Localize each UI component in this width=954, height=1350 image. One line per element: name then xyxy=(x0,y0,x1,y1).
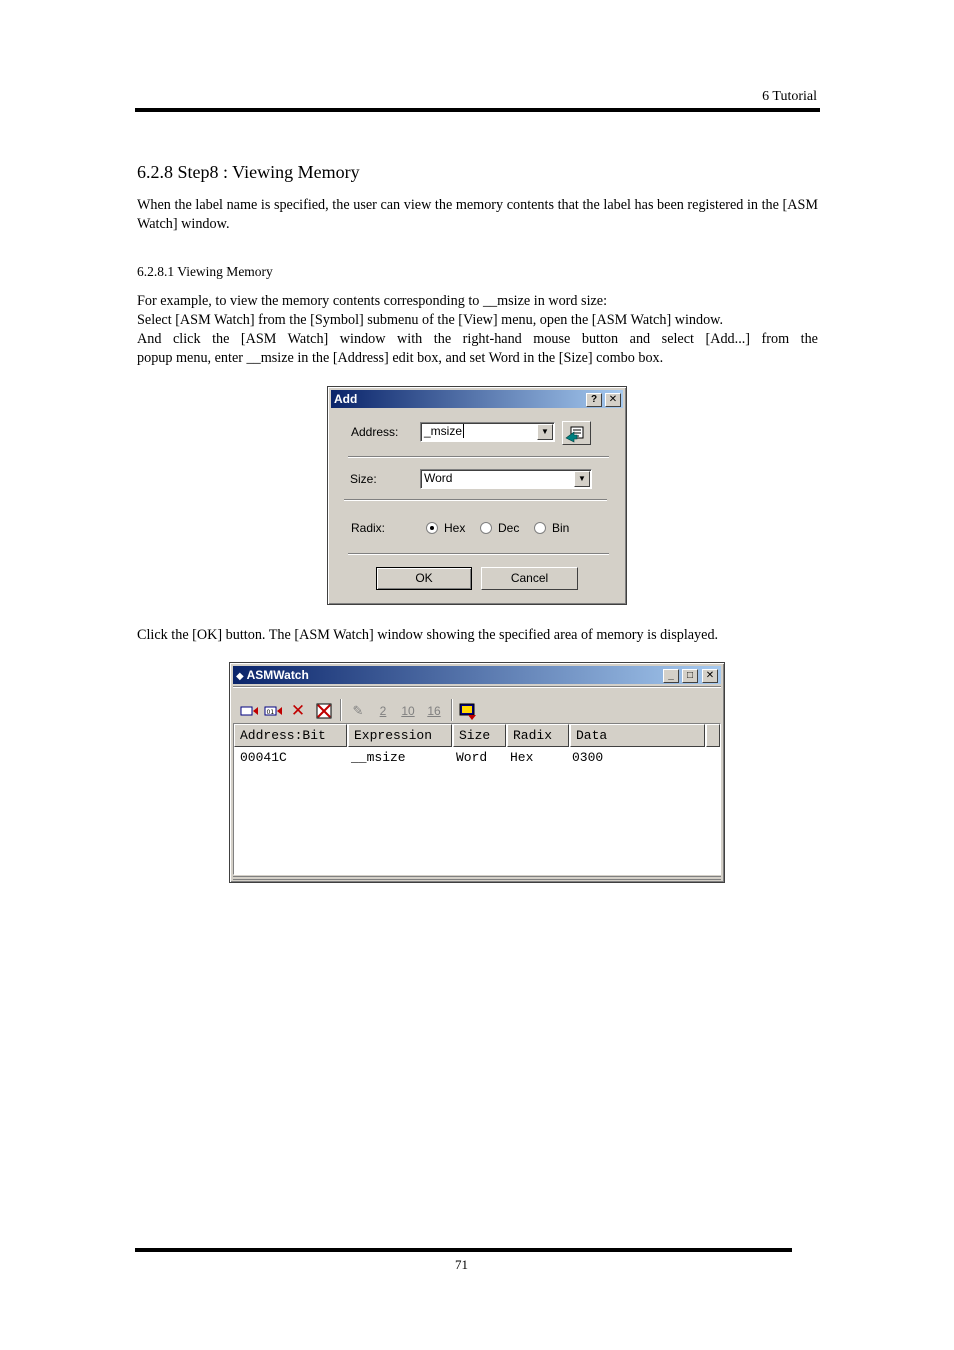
ok-button[interactable]: OK xyxy=(376,567,472,590)
text-cursor xyxy=(463,424,464,438)
symbol-browse-icon xyxy=(563,422,590,444)
cancel-button[interactable]: Cancel xyxy=(481,567,578,590)
refresh-icon xyxy=(458,701,478,721)
chevron-down-icon: ▼ xyxy=(541,427,549,436)
cell-data: 0300 xyxy=(572,750,604,765)
edit-button[interactable] xyxy=(348,701,368,721)
after-dialog-text: Click the [OK] button. The [ASM Watch] window showing the specified area of memory is displayed. xyxy=(137,627,719,643)
separator xyxy=(344,499,607,501)
close-icon: ✕ xyxy=(608,394,618,405)
cell-radix: Hex xyxy=(510,750,534,765)
close-icon: ✕ xyxy=(705,670,715,681)
subsection-title: 6.2.8.1 Viewing Memory xyxy=(137,264,273,279)
radix-dec-button[interactable]: 10 xyxy=(401,704,415,718)
delete-all-button[interactable] xyxy=(314,701,334,721)
add-dialog xyxy=(327,386,627,605)
help-button[interactable] xyxy=(586,393,602,407)
running-head: 6 Tutorial xyxy=(762,89,817,104)
radix-dec-radio[interactable] xyxy=(480,522,492,534)
size-combo[interactable] xyxy=(420,469,592,489)
cell-expression: __msize xyxy=(351,750,406,765)
size-dropdown-button[interactable] xyxy=(574,471,590,487)
column-header-radix[interactable]: Radix xyxy=(507,724,569,747)
body-line-4: popup menu, enter __msize in the [Address] edit box, and set Word in the [Size] combo box. xyxy=(137,350,664,366)
add-watch-icon xyxy=(239,701,259,721)
column-header-filler xyxy=(706,724,720,747)
intro-paragraph: When the label name is specified, the user can view the memory contents that the label has been registered in the [ASM Watch] window. xyxy=(137,197,818,232)
address-combo[interactable] xyxy=(420,422,555,442)
column-header-data[interactable]: Data xyxy=(570,724,705,747)
asm-watch-titlebar[interactable] xyxy=(233,666,721,684)
asm-watch-window xyxy=(229,662,725,883)
section-title: 6.2.8 Step8 : Viewing Memory xyxy=(137,162,360,182)
toolbar-separator xyxy=(340,699,342,721)
minimize-button[interactable] xyxy=(663,669,679,683)
window-icon: ◆ xyxy=(236,671,244,682)
chevron-down-icon: ▼ xyxy=(578,474,586,483)
body-line-2: Select [ASM Watch] from the [Symbol] submenu of the [View] menu, open the [ASM Watch] window. xyxy=(137,312,724,328)
footer-rule xyxy=(135,1248,792,1252)
column-header-address[interactable]: Address:Bit xyxy=(234,724,347,747)
address-value: _msize xyxy=(424,424,463,438)
menu-separator xyxy=(233,686,721,688)
size-value: Word xyxy=(424,471,453,485)
add-watch-button[interactable] xyxy=(239,701,259,721)
radix-label: Radix: xyxy=(351,521,386,535)
size-label: Size: xyxy=(350,472,377,486)
delete-all-icon xyxy=(314,701,334,721)
delete-icon: ✕ xyxy=(290,701,306,720)
column-header-size[interactable]: Size xyxy=(453,724,506,747)
toolbar-separator xyxy=(451,699,453,721)
maximize-icon: □ xyxy=(686,670,694,681)
radix-bin-button[interactable]: 2 xyxy=(379,704,387,718)
header-rule xyxy=(135,108,820,112)
asm-watch-title: ASMWatch xyxy=(246,668,309,682)
separator xyxy=(348,456,609,458)
address-dropdown-button[interactable] xyxy=(537,424,553,440)
radix-dec-label: Dec xyxy=(498,521,520,535)
window-bottom-edge xyxy=(233,876,721,880)
add-dialog-titlebar[interactable] xyxy=(331,390,623,408)
body-line-3: And click the [ASM Watch] window with the right-hand mouse button and select [Add...] from the xyxy=(137,331,818,347)
radix-hex-button[interactable]: 16 xyxy=(427,704,441,718)
radix-bin-radio[interactable] xyxy=(534,522,546,534)
radix-hex-radio[interactable] xyxy=(426,522,438,534)
watch-grid[interactable] xyxy=(233,723,721,875)
close-button[interactable] xyxy=(702,669,718,683)
address-label: Address: xyxy=(351,425,399,439)
page-number: 71 xyxy=(455,1257,468,1272)
delete-button[interactable] xyxy=(288,701,308,721)
cell-size: Word xyxy=(456,750,488,765)
browse-button[interactable] xyxy=(562,421,591,445)
svg-text:01: 01 xyxy=(266,709,275,716)
cell-address: 00041C xyxy=(240,750,287,765)
separator xyxy=(348,553,609,555)
pencil-icon: ✎ xyxy=(352,703,364,718)
help-icon: ? xyxy=(590,394,598,405)
maximize-button[interactable] xyxy=(682,669,698,683)
close-button[interactable] xyxy=(605,393,621,407)
add-bit-icon xyxy=(263,701,283,721)
radix-hex-label: Hex xyxy=(444,521,466,535)
add-bit-button[interactable] xyxy=(263,701,283,721)
column-header-expression[interactable]: Expression xyxy=(348,724,452,747)
body-line-1: For example, to view the memory contents corresponding to __msize in word size: xyxy=(137,293,608,309)
radix-bin-label: Bin xyxy=(552,521,570,535)
minimize-icon: _ xyxy=(668,670,674,681)
add-dialog-title: Add xyxy=(334,392,358,406)
refresh-button[interactable] xyxy=(458,701,478,721)
